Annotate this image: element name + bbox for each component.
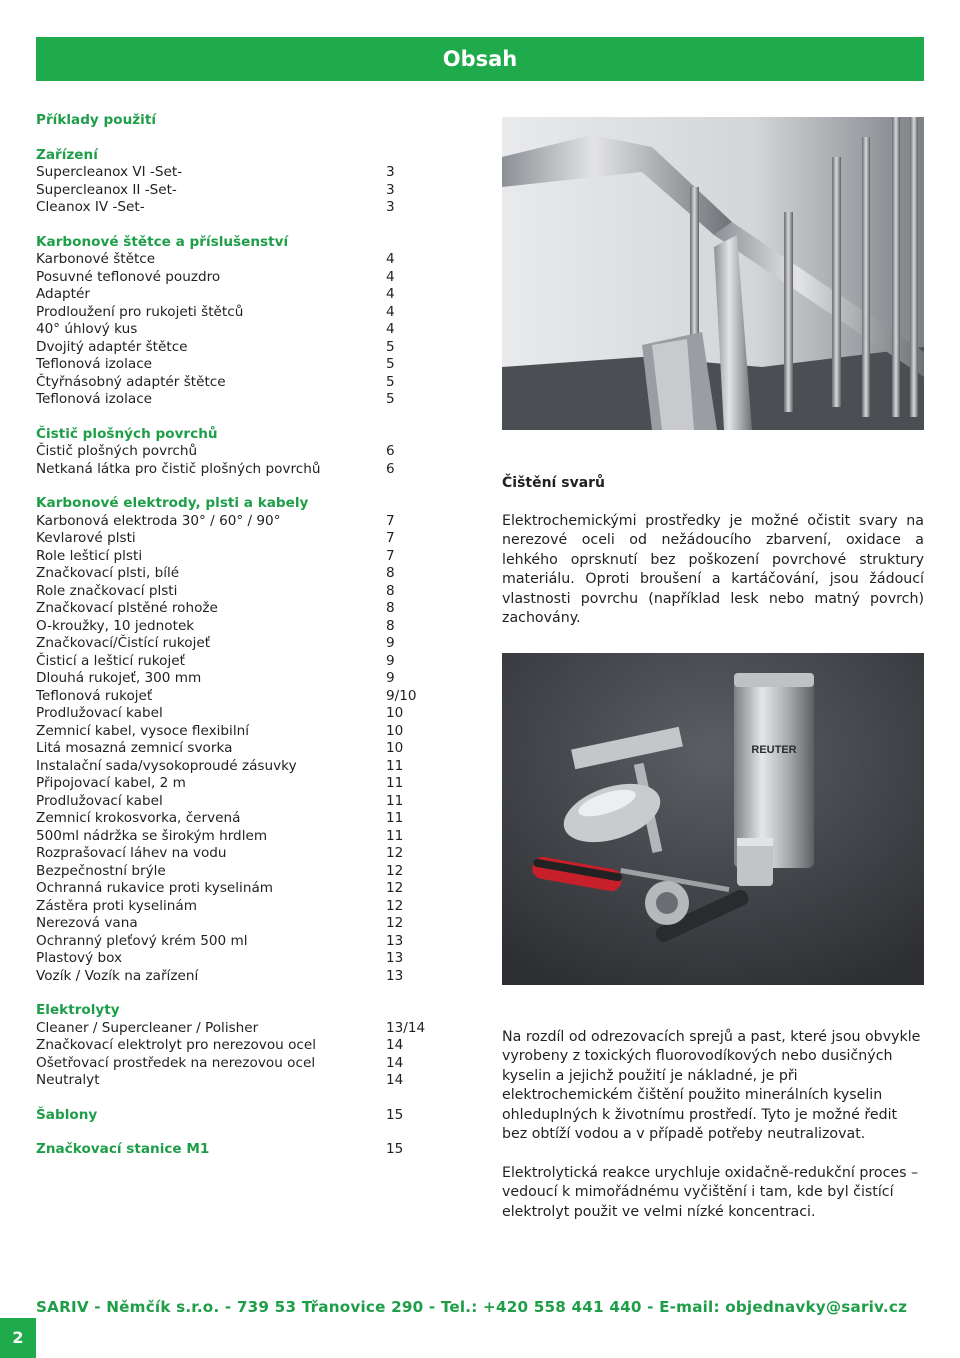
toc-entry xyxy=(36,286,436,304)
toc-entry-label: Litá mosazná zemnicí svorka xyxy=(36,740,233,756)
page-number-box xyxy=(0,1318,36,1358)
toc-entry-label: Rozprašovací láhev na vodu xyxy=(36,845,227,861)
toc-entry-page: 6 xyxy=(386,460,395,477)
toc-entry-page: 10 xyxy=(386,722,404,739)
toc-entry-label: 40° úhlový kus xyxy=(36,321,138,337)
toc-entry xyxy=(36,775,436,793)
toc-entry xyxy=(36,321,436,339)
toc-entry xyxy=(36,845,436,863)
toc-entry-label: Značkovací/Čistící rukojeť xyxy=(36,635,211,651)
toc-entry-label: Karbonová elektroda 30° / 60° / 90° xyxy=(36,512,281,529)
spacer xyxy=(36,985,436,1002)
toc-entry-page: 13/14 xyxy=(386,1019,426,1036)
toc-entry-page: 8 xyxy=(386,617,395,634)
toc-entry-page: 13 xyxy=(386,967,404,984)
reaction-paragraph: Elektrolytická reakce urychluje oxidačně-redukční proces – vedoucí k mimořádnému vyčištění i tam, kde byl čistící elektrolyt použit ve velmi nízké koncentraci. xyxy=(502,1165,919,1220)
spacer xyxy=(36,130,436,147)
toc-entry-label: Značkovací plstěné rohože xyxy=(36,600,218,616)
toc-entry-label: Instalační sada/vysokoproudé zásuvky xyxy=(36,757,297,774)
toc-intro-heading: Příklady použití xyxy=(36,112,157,128)
toc-entry xyxy=(36,793,436,811)
intro-paragraph: Elektrochemickými prostředky je možné očistit svary na nerezové oceli od nežádoucího zbarvení, oxidace a lehkého oprsknutí bez poškození povrchové struktury materiálu. Oproti broušení a kartáčování, jsou žádoucí vlastnosti povrchu (například lesk nebo matný povrch) zachovány. xyxy=(502,513,924,627)
toc-entry-label: Neutralyt xyxy=(36,1072,100,1088)
toc-entry-label: Kevlarové plsti xyxy=(36,530,136,546)
toc-entry-label: O-kroužky, 10 jednotek xyxy=(36,617,195,634)
spacer xyxy=(36,478,436,495)
toc-standalone-entry xyxy=(36,1107,436,1125)
toc-entry-page: 3 xyxy=(386,164,395,180)
toc-entry-page: 7 xyxy=(386,530,395,546)
toc-entry-label: Plastový box xyxy=(36,950,123,966)
toc-entry-page: 14 xyxy=(386,1054,404,1071)
toc-entry-page: 3 xyxy=(386,181,395,198)
toc-section-heading: Elektrolyty xyxy=(36,1002,120,1018)
toc-entry-page: 9 xyxy=(386,635,395,651)
toc-entry xyxy=(36,600,436,618)
toc-entry-page: 12 xyxy=(386,845,404,861)
toc-entry-label: Ochranný pleťový krém 500 ml xyxy=(36,932,248,949)
section-title: Čištění svarů xyxy=(502,475,606,491)
toc-entry xyxy=(36,461,436,479)
toc-entry-label: Karbonové štětce xyxy=(36,251,156,267)
toc-entry-label: Cleaner / Supercleaner / Polisher xyxy=(36,1019,259,1036)
toc-entry-page: 13 xyxy=(386,932,404,949)
toc-entry-label: 500ml nádržka se širokým hrdlem xyxy=(36,827,268,844)
toc-entry-label: Bezpečnostní brýle xyxy=(36,862,166,879)
toc-section-heading: Karbonové štětce a příslušenství xyxy=(36,233,289,250)
toc-entry xyxy=(36,758,436,776)
toc-entry-label: Čisticí a lešticí rukojeť xyxy=(36,652,185,669)
toc-entry-page: 6 xyxy=(386,443,395,459)
page-title: Obsah xyxy=(442,47,518,71)
toc-entry xyxy=(36,251,436,269)
toc-entry-page: 4 xyxy=(386,303,395,320)
toc-entry xyxy=(36,530,436,548)
toc-entry-label: Posuvné teflonové pouzdro xyxy=(36,268,221,285)
toc-entry xyxy=(36,1020,436,1038)
toc-entry xyxy=(36,565,436,583)
toc-entry xyxy=(36,880,436,898)
toc-entry-label: Značkovací elektrolyt pro nerezovou ocel xyxy=(36,1037,317,1053)
toc-entry-label: Cleanox IV -Set- xyxy=(36,199,145,215)
toc-entry-label: Role značkovací plsti xyxy=(36,582,178,599)
toc-entry-page: 5 xyxy=(386,356,395,372)
toc-entry xyxy=(36,182,436,200)
toc-entry-page: 11 xyxy=(386,792,404,809)
toc-entry xyxy=(36,583,436,601)
railing-photo-image xyxy=(502,117,924,430)
toc-entry xyxy=(36,635,436,653)
toc-entry-label: Supercleanox VI -Set- xyxy=(36,164,183,180)
toc-entry-label: Adaptér xyxy=(36,286,90,302)
toc-entry-label: Značkovací plsti, bílé xyxy=(36,565,180,581)
toc-entry xyxy=(36,1037,436,1055)
toc-entry-page: 12 xyxy=(386,915,404,931)
toc-entry-label: Prodloužení pro rukojeti štětců xyxy=(36,303,244,320)
toc-entry-page: 13 xyxy=(386,950,404,966)
toc-entry xyxy=(36,898,436,916)
toc-entry xyxy=(36,1055,436,1073)
bottle-logo: REUTER xyxy=(751,744,797,756)
toc-entry xyxy=(36,653,436,671)
toc-section-heading: Karbonové elektrody, plsti a kabely xyxy=(36,495,309,511)
toc-standalone-entry xyxy=(36,1141,436,1159)
toc-entry-page: 10 xyxy=(386,740,404,756)
toc-entry-label: Dvojitý adaptér štětce xyxy=(36,338,188,355)
toc-section-heading: Zařízení xyxy=(36,146,98,163)
toc-entry-page: 3 xyxy=(386,199,395,215)
toc-entry-page: 4 xyxy=(386,286,395,302)
toc-entry xyxy=(36,374,436,392)
toc-entry-label: Teflonová izolace xyxy=(36,356,153,372)
toc-entry xyxy=(36,339,436,357)
toc-entry-page: 9 xyxy=(386,670,395,686)
toc-entry-page: 7 xyxy=(386,547,395,564)
toc-entry xyxy=(36,810,436,828)
toc-entry xyxy=(36,391,436,409)
toc-entry xyxy=(36,740,436,758)
toc-entry-page: 9 xyxy=(386,652,395,669)
toc-entry-label: Zemnicí krokosvorka, červená xyxy=(36,810,241,826)
toc-entry-page: 11 xyxy=(386,827,404,844)
toc-entry-label: Zástěra proti kyselinám xyxy=(36,897,197,914)
product-photo-image xyxy=(502,653,924,985)
toc-entry-page: 5 xyxy=(386,391,395,407)
toc-entry-page: 10 xyxy=(386,705,404,721)
toc-entry xyxy=(36,688,436,706)
toc-entry-page: 14 xyxy=(386,1072,404,1088)
toc-entry-page: 8 xyxy=(386,565,395,581)
toc-entry xyxy=(36,933,436,951)
toc-entry-page: 5 xyxy=(386,373,395,390)
toc-entry-page: 11 xyxy=(386,775,404,791)
toc-entry-page: 7 xyxy=(386,512,395,529)
toc-entry xyxy=(36,304,436,322)
table-of-contents xyxy=(36,112,436,1159)
toc-entry-page: 12 xyxy=(386,862,404,879)
toc-entry-page: 4 xyxy=(386,251,395,267)
toc-entry-label: Prodlužovací kabel xyxy=(36,705,163,721)
railing-photo xyxy=(502,117,924,430)
footer-contact: SARIV - Němčík s.r.o. - 739 53 Třanovice 290 - Tel.: +420 558 441 440 - E-mail: objednavky@sariv.cz xyxy=(36,1298,908,1316)
toc-entry-label: Teflonová izolace xyxy=(36,391,153,407)
toc-entry-page: 8 xyxy=(386,582,395,599)
toc-standalone-label: Značkovací stanice M1 xyxy=(36,1141,210,1157)
toc-entry-page: 5 xyxy=(386,338,395,355)
toc-entry xyxy=(36,1072,436,1090)
toc-entry-label: Prodlužovací kabel xyxy=(36,792,163,809)
toc-entry-page: 14 xyxy=(386,1037,404,1053)
spacer xyxy=(36,1124,436,1141)
toc-entry-label: Supercleanox II -Set- xyxy=(36,181,177,198)
toc-entry-label: Dlouhá rukojeť, 300 mm xyxy=(36,670,202,686)
toc-entry-page: 12 xyxy=(386,897,404,914)
toc-entry-label: Nerezová vana xyxy=(36,915,138,931)
page-number: 2 xyxy=(12,1328,24,1347)
spacer xyxy=(36,409,436,426)
toc-entry-page: 11 xyxy=(386,810,404,826)
toc-standalone-label: Šablony xyxy=(36,1106,98,1123)
toc-entry xyxy=(36,968,436,986)
toc-standalone-page: 15 xyxy=(386,1106,404,1123)
toc-entry-page: 4 xyxy=(386,321,395,337)
toc-entry xyxy=(36,164,436,182)
toc-entry xyxy=(36,443,436,461)
toc-entry xyxy=(36,513,436,531)
toc-section-heading: Čistič plošných povrchů xyxy=(36,425,218,442)
toc-entry-label: Ochranná rukavice proti kyselinám xyxy=(36,880,274,896)
toc-entry-label: Čistič plošných povrchů xyxy=(36,443,198,459)
toc-entry-label: Připojovací kabel, 2 m xyxy=(36,775,186,791)
toc-entry xyxy=(36,269,436,287)
toc-entry xyxy=(36,356,436,374)
toc-entry-label: Teflonová rukojeť xyxy=(36,687,153,704)
toc-entry-label: Vozík / Vozík na zařízení xyxy=(36,967,199,984)
toc-entry xyxy=(36,828,436,846)
toc-entry xyxy=(36,705,436,723)
toc-entry-label: Čtyřnásobný adaptér štětce xyxy=(36,373,226,390)
toc-entry-page: 4 xyxy=(386,268,395,285)
toc-entry-page: 11 xyxy=(386,757,404,774)
toc-entry-label: Ošetřovací prostředek na nerezovou ocel xyxy=(36,1054,316,1071)
toc-entry xyxy=(36,548,436,566)
toc-entry-page: 9/10 xyxy=(386,687,417,704)
product-photo xyxy=(502,653,924,985)
toc-entry xyxy=(36,670,436,688)
spacer xyxy=(36,1090,436,1107)
toc-entry-label: Netkaná látka pro čistič plošných povrchů xyxy=(36,460,321,477)
toc-entry xyxy=(36,915,436,933)
spacer xyxy=(36,217,436,234)
toc-entry xyxy=(36,199,436,217)
header-bar xyxy=(36,37,924,81)
toc-entry xyxy=(36,863,436,881)
toc-entry-page: 8 xyxy=(386,600,395,616)
electrolyte-paragraph: Na rozdíl od odrezovacích sprejů a past, které jsou obvykle vyrobeny z toxických fluorovodíkových nebo dusičných kyselin a jejichž použití je nákladné, je při elektrochemickém čištění použito minerálních kyselin ohleduplných k životnímu prostředí. Tyto je možné ředit bez obtíží vodou a v případě potřeby neutralizovat. xyxy=(502,1029,921,1143)
toc-entry-page: 12 xyxy=(386,880,404,896)
toc-standalone-page: 15 xyxy=(386,1141,404,1157)
toc-entry xyxy=(36,950,436,968)
toc-entry xyxy=(36,618,436,636)
toc-entry xyxy=(36,723,436,741)
toc-entry-label: Role lešticí plsti xyxy=(36,547,143,564)
toc-entry-label: Zemnicí kabel, vysoce flexibilní xyxy=(36,722,249,739)
